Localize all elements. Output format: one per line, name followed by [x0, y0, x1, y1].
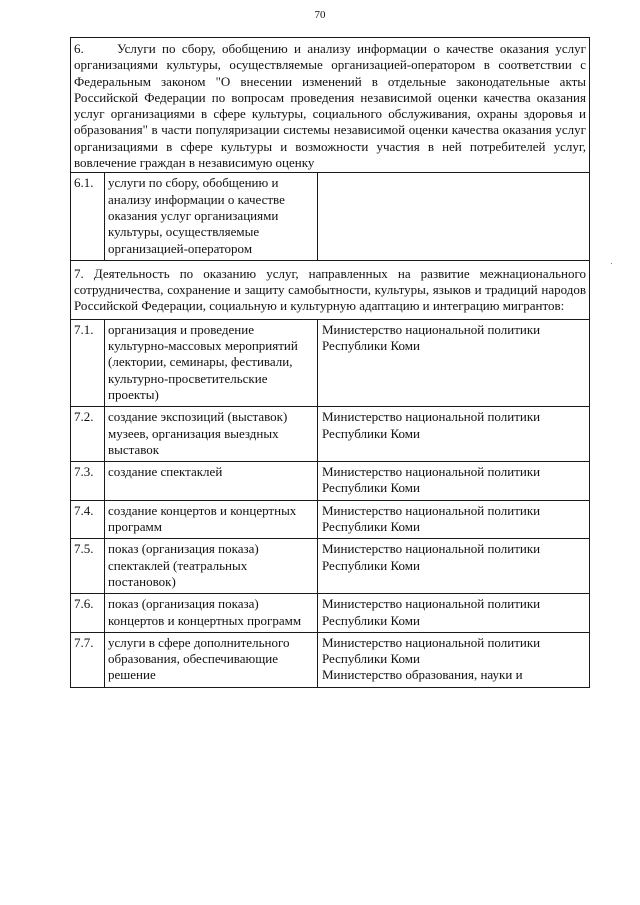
section-7-row [71, 260, 590, 319]
service-cell: услуги в сфере дополнительного образования, обеспечивающие решение [105, 632, 318, 687]
section-6-text: Услуги по сбору, обобщению и анализу информации о качестве оказания услуг организациями культуры, осуществляемые организацией-оператором в соответствии с Федеральным законом "О внесении изменений в отдельные законодательные акты Российской Федерации по вопросам проведения независимой оценки качества оказания услуг организациями в сфере культуры, социального обслуживания, охраны здоровья и образования" в части популяризации системы независимой оценки качества оказания услуг организациями в сфере культуры и возможности участия в ней потребителей услуг, вовлечение граждан в независимую оценку [74, 41, 586, 171]
table-row [71, 462, 590, 501]
organization-cell: Министерство национальной политики Республики Коми [318, 407, 590, 462]
row-number: 7.6. [71, 594, 105, 633]
page-number: 70 [314, 9, 326, 21]
service-cell: создание спектаклей [105, 462, 318, 501]
service-cell: показ (организация показа) концертов и концертных программ [105, 594, 318, 633]
service-cell: создание экспозиций (выставок) музеев, организация выездных выставок [105, 407, 318, 462]
table-row [71, 319, 590, 406]
table-row [71, 632, 590, 687]
row-number: 7.4. [71, 500, 105, 539]
row-number: 7.1. [71, 319, 105, 406]
organization-cell: Министерство национальной политики Республики Коми [318, 539, 590, 594]
organization-cell [318, 632, 590, 687]
table-row [71, 594, 590, 633]
section-6-number: 6. [74, 41, 84, 56]
table-row [71, 500, 590, 539]
organization-cell [318, 173, 590, 260]
organization-cell: Министерство национальной политики Республики Коми [318, 594, 590, 633]
service-cell: организация и проведение культурно-массовых мероприятий (лектории, семинары, фестивали, культурно-просветительские проекты) [105, 319, 318, 406]
organization-line: Министерство национальной политики Республики Коми [322, 634, 541, 667]
scan-speck [611, 263, 612, 264]
service-cell: создание концертов и концертных программ [105, 500, 318, 539]
table-row [71, 539, 590, 594]
organization-cell: Министерство национальной политики Республики Коми [318, 319, 590, 406]
table-row [71, 407, 590, 462]
service-cell: показ (организация показа) спектаклей (театральных постановок) [105, 539, 318, 594]
row-number: 7.2. [71, 407, 105, 462]
row-number: 7.3. [71, 462, 105, 501]
service-cell: услуги по сбору, обобщению и анализу информации о качестве оказания услуг организациями культуры, осуществляемые организацией-оператором [105, 173, 318, 260]
services-table [70, 37, 590, 688]
organization-cell: Министерство национальной политики Республики Коми [318, 500, 590, 539]
section-6-cell [71, 38, 590, 173]
table-row [71, 173, 590, 260]
section-6-row [71, 38, 590, 173]
row-number: 7.5. [71, 539, 105, 594]
section-7-cell: 7. Деятельность по оказанию услуг, направленных на развитие межнационального сотрудничества, сохранение и защиту самобытности, культуры, языков и традиций народов Российской Федерации, социальную и культурную адаптацию и интеграцию мигрантов: [71, 260, 590, 319]
row-number: 6.1. [71, 173, 105, 260]
organization-cell: Министерство национальной политики Республики Коми [318, 462, 590, 501]
row-number: 7.7. [71, 632, 105, 687]
organization-line: Министерство образования, науки и [322, 667, 523, 683]
